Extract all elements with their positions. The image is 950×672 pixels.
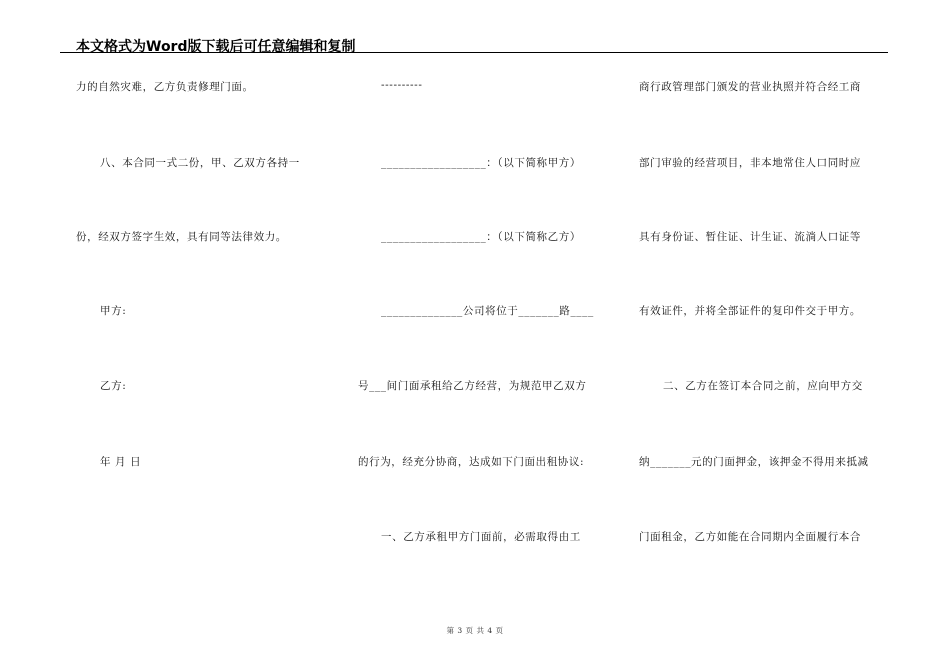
right-line-1: 商行政管理部门颁发的营业执照并符合经工商 — [639, 81, 861, 93]
right-line-5: 二、乙方在签订本合同之前，应向甲方交 — [663, 380, 863, 392]
left-line-3: 份，经双方签字生效，具有同等法律效力。 — [76, 231, 287, 243]
left-line-2: 八、本合同一式二份，甲、乙双方各持一 — [100, 157, 300, 169]
middle-line-5: 号___间门面承租给乙方经营，为规范甲乙双方 — [358, 380, 587, 392]
signature-party-a: 甲方: — [100, 305, 127, 317]
signature-date: 年 月 日 — [100, 456, 142, 468]
right-line-2: 部门审验的经营项目，非本地常住人口同时应 — [639, 157, 861, 169]
middle-line-7: 一、乙方承租甲方门面前，必需取得由工 — [381, 531, 581, 543]
right-line-7: 门面租金，乙方如能在合同期内全面履行本合 — [639, 531, 861, 543]
right-line-3: 具有身份证、暂住证、计生证、流淌人口证等 — [639, 231, 861, 243]
middle-line-6: 的行为，经充分协商，达成如下门面出租协议: — [358, 456, 585, 468]
document-header-title: 本文格式为Word版下载后可任意编辑和复制 — [76, 39, 356, 55]
middle-line-3: __________________：（以下简称乙方） — [381, 231, 581, 243]
right-line-4: 有效证件，并将全部证件的复印件交于甲方。 — [639, 305, 861, 317]
middle-line-2: __________________：（以下简称甲方） — [381, 157, 581, 169]
right-line-6: 纳_______元的门面押金，该押金不得用来抵减 — [639, 456, 869, 468]
middle-line-4: ______________公司将位于_______路____ — [381, 305, 594, 317]
signature-party-b: 乙方: — [100, 380, 127, 392]
page-number: 第 3 页 共 4 页 — [446, 626, 504, 635]
middle-line-1: ---------- — [381, 79, 423, 91]
header-divider — [60, 52, 888, 53]
left-line-1: 力的自然灾难，乙方负责修理门面。 — [76, 81, 254, 93]
